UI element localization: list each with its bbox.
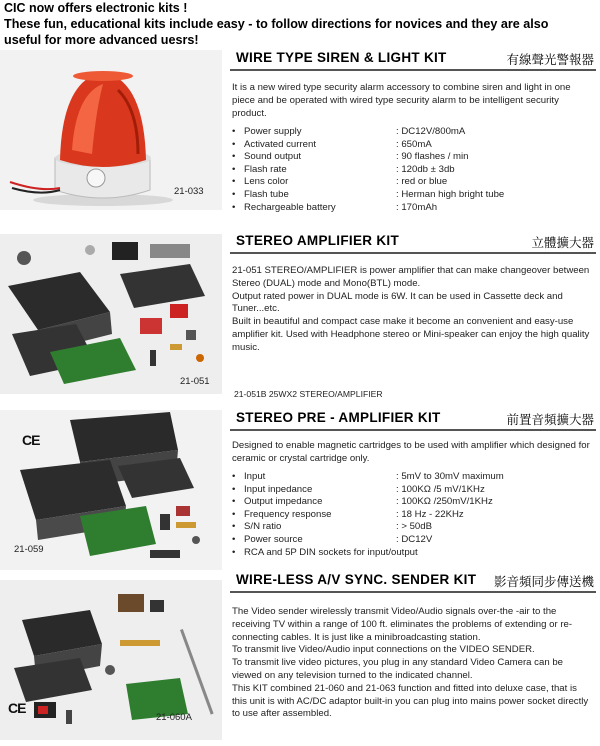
description-paragraph: To transmit live video pictures, you plug in any standard Video Camera can be viewed on any television turned to the indicated channel.: [232, 657, 563, 681]
product-description: [232, 82, 594, 120]
description-paragraph: To transmit live Video/Audio input connections on the VIDEO SENDER.: [232, 644, 535, 656]
spec-row: • Output impedance : 100KΩ /250mV/1KHz: [232, 496, 493, 508]
title-divider: [230, 252, 596, 254]
spec-row: • Rechargeable battery : 170mAh: [232, 201, 438, 213]
product-code: 21-051: [180, 376, 210, 387]
spec-row: • Flash tube : Herman high bright tube: [232, 188, 505, 200]
product-code: 21-059: [14, 544, 44, 555]
product-section-pre-amplifier: [230, 410, 596, 558]
title-divider: [230, 69, 596, 71]
product-description: [232, 606, 594, 721]
spec-row: • Activated current : 650mA: [232, 138, 432, 150]
product-title-cjk: 立體擴大器: [531, 236, 594, 250]
spec-row: • Input inpedance : 100KΩ /5 mV/1KHz: [232, 483, 485, 495]
spec-row: • Frequency response : 18 Hz - 22KHz: [232, 508, 464, 520]
spec-row: • S/N ratio : > 50dB: [232, 521, 433, 533]
header-line-1: CIC now offers electronic kits !: [4, 1, 188, 15]
description-paragraph: Built in beautiful and compact case make it become an convenient and easy-use amplifier kit. Used with Headphone stereo or Mini-speaker can enjoy the high quality music.: [232, 316, 590, 353]
spec-row: • RCA and 5P DIN sockets for input/output: [232, 546, 418, 558]
header-line-2: These fun, educational kits include easy - to follow directions for novices and they are also: [4, 17, 549, 31]
description-paragraph: Output rated power in DUAL mode is 6W. It can be used in Cassette deck and Tuner...etc.: [232, 290, 563, 315]
description-paragraph: This KIT combined 21-060 and 21-063 function and fitted into deluxe case, that is this unit is with AC/DC adaptor built-in you can plug into mains power socket directly to use after assembled.: [232, 682, 589, 720]
spec-row: • Power supply : DC12V/800mA: [232, 126, 466, 137]
page-header: [4, 0, 596, 48]
header-line-3: useful for more advanced uesrs!: [4, 33, 199, 47]
product-title: WIRE TYPE SIREN & LIGHT KIT: [236, 50, 447, 65]
product-title: WIRE-LESS A/V SYNC. SENDER KIT: [236, 572, 477, 587]
title-divider: [230, 429, 596, 431]
spec-row: • Lens color : red or blue: [232, 176, 448, 188]
title-divider: [230, 591, 596, 593]
spec-list: [232, 471, 596, 559]
product-variant-note: 21-051B 25WX2 STEREO/AMPLIFIER: [234, 389, 383, 399]
product-title: STEREO AMPLIFIER KIT: [236, 233, 400, 248]
product-section-siren: [230, 50, 596, 213]
description-paragraph: It is a new wired type security alarm accessory to combine siren and light in one piece and be operated with wired type security alarm to be intelligent security product.: [232, 82, 571, 119]
description-paragraph: 21-051 STEREO/AMPLIFIER is power amplifier that can make changeover between Stereo (DUAL) mode and Mono(BTL) mode.: [232, 265, 590, 289]
ce-mark: CE: [22, 432, 40, 448]
product-title-cjk: 前置音頻擴大器: [506, 413, 594, 427]
amplifier-kit-icon: [0, 234, 222, 394]
spec-row: • Sound output : 90 flashes / min: [232, 151, 469, 163]
product-description: [232, 440, 594, 466]
description-paragraph: The Video sender wirelessly transmit Video/Audio signals over-the -air to the receiving TV within a range of 100 ft. eliminates the problems of extending or re-connecting cables. It is just like a minibroadcasting station.: [232, 606, 573, 643]
product-title-cjk: 影音頻同步傳送機: [493, 575, 594, 589]
product-code: 21-060A: [156, 712, 192, 723]
product-title-cjk: 有線聲光警報器: [506, 53, 594, 67]
spec-row: • Input : 5mV to 30mV maximum: [232, 471, 504, 482]
product-code: 21-033: [174, 186, 204, 197]
product-section-av-sender: [230, 572, 596, 720]
spec-row: • Power source : DC12V: [232, 533, 433, 545]
description-paragraph: Designed to enable magnetic cartridges to be used with amplifier which designed for ceramic or crystal cartridge only.: [232, 440, 590, 464]
spec-row: • Flash rate : 120db ± 3db: [232, 163, 455, 175]
product-section-stereo-amplifier: [230, 233, 596, 399]
spec-list: [232, 126, 596, 214]
product-title: STEREO PRE - AMPLIFIER KIT: [236, 410, 441, 425]
product-description: [232, 265, 594, 355]
ce-mark: CE: [8, 700, 26, 716]
stereo-amplifier-kit-photo: [0, 234, 222, 394]
